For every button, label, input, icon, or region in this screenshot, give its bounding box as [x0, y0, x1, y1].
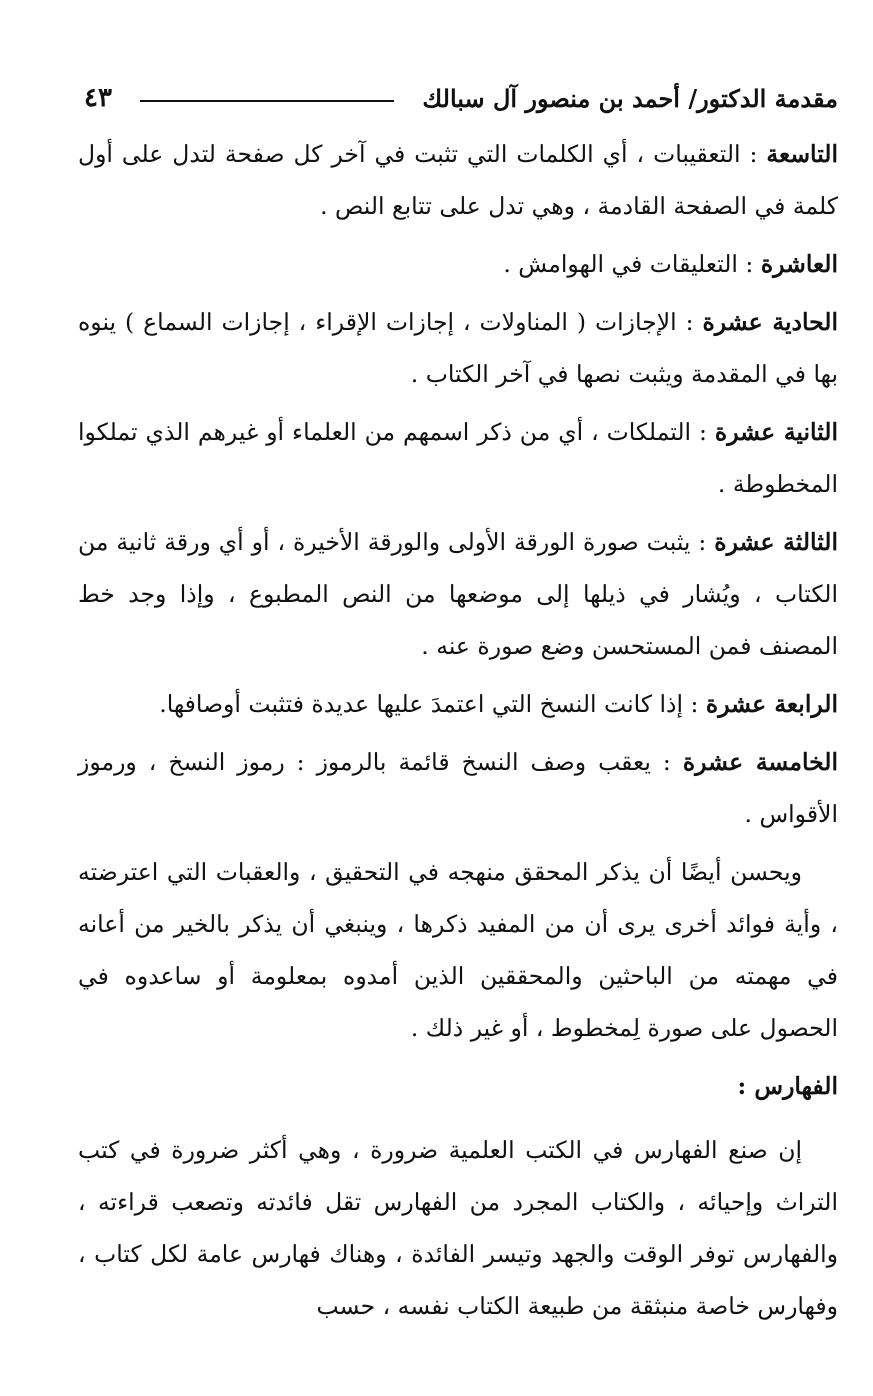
item-text: : إذا كانت النسخ التي اعتمدَ عليها عديدة فتثبت أوصافها. [159, 690, 699, 718]
item-term: الرابعة عشرة [705, 690, 838, 718]
item-text: : الإجازات ( المناولات ، إجازات الإقراء ، إجازات السماع ) ينوه بها في المقدمة ويثبت نصها في آخر الكتاب . [78, 308, 838, 388]
list-item-fifteenth [78, 736, 838, 840]
item-term: الخامسة عشرة [682, 748, 838, 776]
header-rule [140, 100, 394, 102]
item-term: العاشرة [760, 250, 838, 278]
item-term: التاسعة [766, 140, 838, 168]
list-item-eleventh [78, 296, 838, 400]
page-number: ٤٣ [84, 83, 112, 113]
item-term: الثانية عشرة [714, 418, 838, 446]
closing-paragraph: ويحسن أيضًا أن يذكر المحقق منهجه في التحقيق ، والعقبات التي اعترضته ، وأية فوائد أخرى يرى أن من المفيد ذكرها ، وينبغي أن يذكر بالخير من أعانه في مهمته من الباحثين والمحققين الذين أمدوه بمعلومة أو ساعدوه في الحصول على صورة لِمخطوط ، أو غير ذلك . [78, 858, 838, 1042]
item-term: الثالثة عشرة [714, 528, 838, 556]
body-text [78, 128, 838, 1338]
item-text: : التعقيبات ، أي الكلمات التي تثبت في آخر كل صفحة لتدل على أول كلمة في الصفحة القادمة ، وهي تدل على تتابع النص . [78, 140, 838, 220]
list-item-fourteenth [78, 678, 838, 730]
list-item-tenth [78, 238, 838, 290]
item-text: : يعقب وصف النسخ قائمة بالرموز : رموز النسخ ، ورموز الأقواس . [78, 748, 838, 828]
item-term: الحادية عشرة [702, 308, 838, 336]
running-title: مقدمة الدكتور/ أحمد بن منصور آل سبالك [422, 83, 838, 113]
item-text: : التملكات ، أي من ذكر اسمهم من العلماء أو غيرهم الذي تملكوا المخطوطة . [78, 418, 838, 498]
item-text: : يثبت صورة الورقة الأولى والورقة الأخيرة ، أو أي ورقة ثانية من الكتاب ، ويُشار في ذيلها إلى موضعها من النص المطبوع ، وإذا وجد خط المصنف فمن المستحسن وضع صورة عنه . [78, 528, 838, 660]
list-item-ninth [78, 128, 838, 232]
section-heading: الفهارس : [737, 1072, 838, 1100]
item-text: : التعليقات في الهوامش . [503, 250, 754, 278]
running-header [78, 78, 838, 118]
list-item-thirteenth [78, 516, 838, 672]
section-paragraph: إن صنع الفهارس في الكتب العلمية ضرورة ، وهي أكثر ضرورة في كتب التراث وإحيائه ، والكتاب المجرد من الفهارس تقل فائدته وتصعب قراءته ، والفهارس توفر الوقت والجهد وتيسر الفائدة ، وهناك فهارس عامة لكل كتاب ، وفهارس خاصة منبثقة من طبيعة الكتاب نفسه ، حسب [78, 1136, 838, 1320]
list-item-twelfth [78, 406, 838, 510]
